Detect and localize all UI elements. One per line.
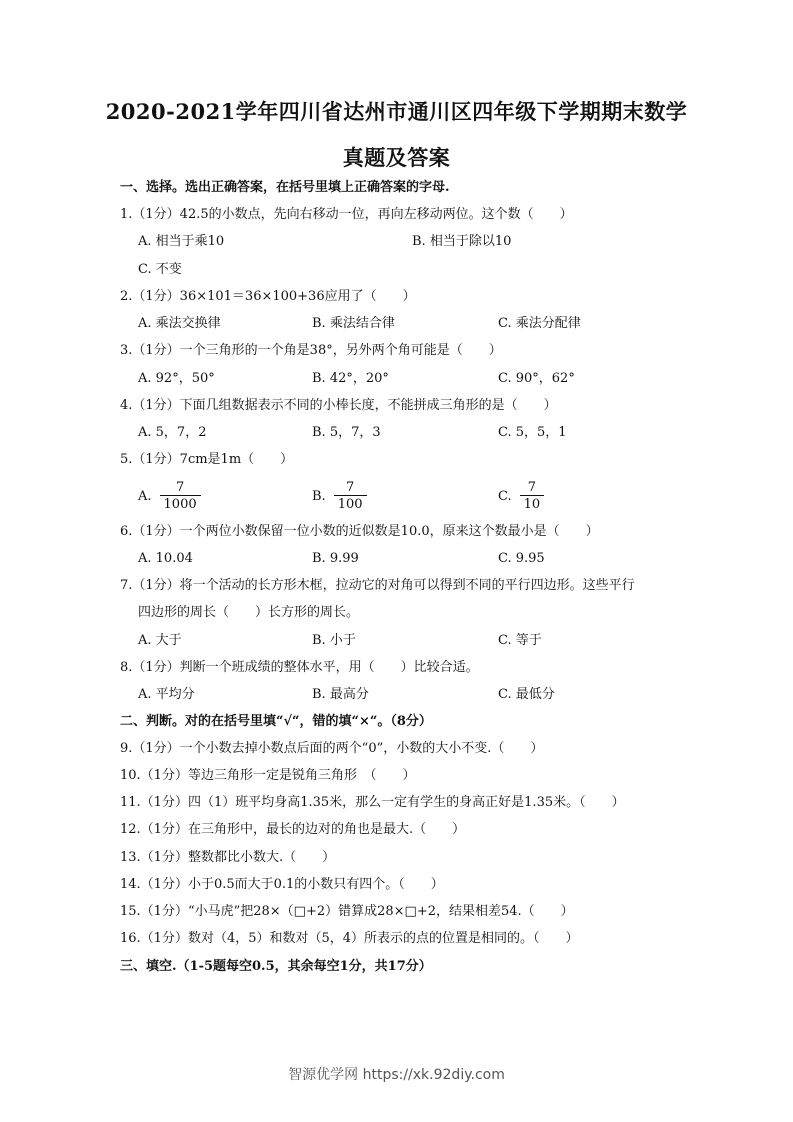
section-2-heading: 二、判断。对的在括号里填“√“，错的填“×“。（8分） [120, 714, 432, 729]
section-1-heading: 一、选择。选出正确答案，在括号里填上正确答案的字母. [120, 180, 450, 195]
question-16: 16.（1分）数对（4，5）和数对（5，4）所表示的点的位置是相同的。（ ） [120, 931, 579, 946]
question-3: 3.（1分）一个三角形的一个角是38°，另外两个角可能是（ ） [120, 343, 502, 358]
question-9: 9.（1分）一个小数去掉小数点后面的两个“0”，小数的大小不变.（ ） [120, 741, 544, 756]
q1-option-b: B. 相当于除以10 [412, 234, 512, 249]
footer-watermark: 智源优学网 https://xk.92diy.com [288, 1067, 505, 1083]
q1-option-a: A. 相当于乘10 [138, 234, 225, 249]
page-title-line2: 真题及答案 [342, 145, 451, 170]
q4-option-a: A. 5，7，2 [138, 425, 207, 440]
q2-option-a: A. 乘法交换律 [138, 316, 221, 331]
q8-option-a: A. 平均分 [138, 687, 195, 702]
q8-option-b: B. 最高分 [312, 687, 369, 702]
q2-option-b: B. 乘法结合律 [312, 316, 395, 331]
numerator: 7 [527, 480, 537, 495]
question-8: 8.（1分）判断一个班成绩的整体水平，用（ ）比较合适。 [120, 660, 479, 675]
fraction [520, 480, 545, 512]
denominator: 10 [520, 495, 545, 512]
q3-option-c: C. 90°，62° [498, 371, 575, 386]
question-7-line2: 四边形的周长（ ）长方形的周长。 [138, 605, 360, 620]
q5-option-c-label: C. [498, 488, 512, 504]
q1-option-c: C. 不变 [138, 262, 182, 277]
q8-option-c: C. 最低分 [498, 687, 555, 702]
q6-option-c: C. 9.95 [498, 551, 545, 566]
question-14: 14.（1分）小于0.5而大于0.1的小数只有四个。（ ） [120, 877, 444, 892]
section-3-heading: 三、填空.（1-5题每空0.5，其余每空1分，共17分） [120, 959, 432, 974]
question-1: 1.（1分）42.5的小数点，先向右移动一位，再向左移动两位。这个数（ ） [120, 207, 573, 222]
question-10: 10.（1分）等边三角形一定是锐角三角形 （ ） [120, 768, 416, 783]
numerator: 7 [345, 480, 355, 495]
q5-option-a [138, 480, 201, 512]
q4-option-b: B. 5，7，3 [312, 425, 381, 440]
numerator: 7 [175, 480, 185, 495]
q5-option-a-label: A. [138, 488, 152, 504]
denominator: 100 [334, 495, 367, 512]
q5-option-c [498, 480, 544, 512]
denominator: 1000 [160, 495, 201, 512]
q7-option-a: A. 大于 [138, 633, 182, 648]
fraction [160, 480, 201, 512]
question-2: 2.（1分）36×101＝36×100+36应用了（ ） [120, 289, 416, 304]
question-13: 13.（1分）整数都比小数大.（ ） [120, 850, 336, 865]
q2-option-c: C. 乘法分配律 [498, 316, 581, 331]
page-title: 2020-2021学年四川省达州市通川区四年级下学期期末数学 [105, 99, 688, 124]
q7-option-b: B. 小于 [312, 633, 356, 648]
question-7: 7.（1分）将一个活动的长方形木框，拉动它的对角可以得到不同的平行四边形。这些平行 [120, 578, 635, 593]
question-11: 11.（1分）四（1）班平均身高1.35米，那么一定有学生的身高正好是1.35米。（ ） [120, 795, 625, 810]
q5-option-b-label: B. [312, 488, 326, 504]
q6-option-a: A. 10.04 [138, 551, 193, 566]
q3-option-b: B. 42°，20° [312, 371, 389, 386]
question-5: 5.（1分）7cm是1m（ ） [120, 452, 294, 467]
q4-option-c: C. 5，5，1 [498, 425, 567, 440]
q3-option-a: A. 92°，50° [138, 371, 215, 386]
question-15: 15.（1分）“小马虎”把28×（□+2）错算成28×□+2，结果相差54.（ ） [120, 904, 574, 919]
q6-option-b: B. 9.99 [312, 551, 359, 566]
question-4: 4.（1分）下面几组数据表示不同的小棒长度，不能拼成三角形的是（ ） [120, 398, 557, 413]
question-12: 12.（1分）在三角形中，最长的边对的角也是最大.（ ） [120, 822, 466, 837]
fraction [334, 480, 367, 512]
q7-option-c: C. 等于 [498, 633, 542, 648]
q5-option-b [312, 480, 367, 512]
question-6: 6.（1分）一个两位小数保留一位小数的近似数是10.0，原来这个数最小是（ ） [120, 524, 599, 539]
